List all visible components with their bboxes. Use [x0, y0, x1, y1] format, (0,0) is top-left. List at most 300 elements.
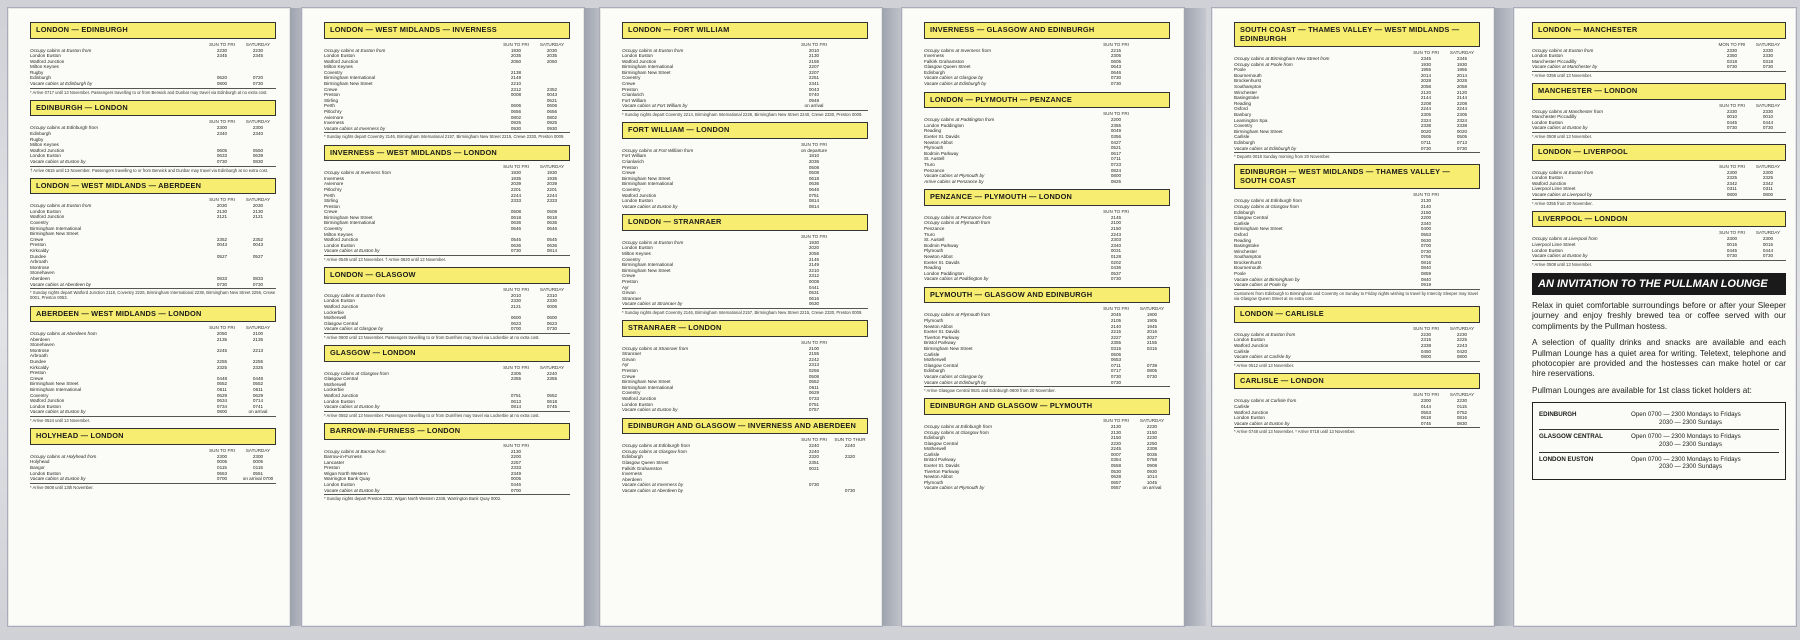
- time-value: 0805: [1146, 368, 1158, 374]
- station-name: Preston: [30, 370, 46, 376]
- station-name: Vacate cabins at Inverness by: [622, 482, 684, 488]
- time-value: 2121: [252, 214, 264, 220]
- column-header: SUN TO FRI: [1413, 392, 1439, 398]
- time-value: 2150: [1146, 429, 1158, 435]
- time-value: 0527: [216, 253, 228, 259]
- time-value: 0800: [1762, 192, 1774, 198]
- station-name: Preston: [622, 368, 638, 374]
- time-value: [796, 488, 832, 494]
- timetable-row: [1532, 192, 1786, 198]
- station-name: Falkirk Grahamston: [924, 58, 965, 64]
- time-value: 2250: [1146, 440, 1158, 446]
- time-value: 2340: [1420, 220, 1432, 226]
- station-name: Liverpool Lime Street: [1532, 241, 1576, 247]
- time-value: 2300: [1420, 398, 1432, 404]
- station-name: Vacate cabins at Euston by: [30, 409, 86, 415]
- time-value: 0436: [1110, 265, 1122, 271]
- time-value: 2330: [546, 298, 558, 304]
- station-name: Montrose: [30, 264, 50, 270]
- leaflet-panel-3: [600, 8, 882, 626]
- timetable-section: [622, 214, 868, 315]
- lounge-hours: [1631, 456, 1779, 471]
- column-header: SUN TO FRI: [1719, 163, 1745, 169]
- time-value: 0700: [510, 326, 522, 332]
- time-value: 2100: [1110, 220, 1122, 226]
- station-name: Reading: [1234, 237, 1252, 243]
- column-header: SUN TO THUR: [834, 437, 866, 443]
- time-value: 0527: [252, 253, 264, 259]
- time-value: 2014: [1420, 72, 1432, 78]
- time-value: 0629: [216, 392, 228, 398]
- time-value: 0908: [1146, 463, 1158, 469]
- time-value: 2300: [252, 453, 264, 459]
- station-name: Stirling: [324, 97, 339, 103]
- station-name: Stranraer: [622, 351, 642, 357]
- station-name: Birmingham New Street: [324, 81, 373, 87]
- station-name: Watford Junction: [30, 58, 65, 64]
- time-value: 2352: [252, 236, 264, 242]
- time-value: 1935: [510, 175, 522, 181]
- footnote: * Arrive 0717 until 13 November. Passengers travelling to or from Berwick and Dunbar may travel via Edinburgh at no extra cost.: [30, 88, 276, 95]
- column-header: SUN TO FRI: [209, 119, 235, 125]
- route-title: LONDON — EDINBURGH: [30, 22, 276, 39]
- station-name: Glasgow Central: [924, 362, 958, 368]
- route-title: LONDON — LIVERPOOL: [1532, 144, 1786, 161]
- time-value: 1955: [1456, 67, 1468, 73]
- station-name: Occupy cabins at Paddington from: [924, 117, 995, 123]
- station-name: Motherwell: [924, 446, 947, 452]
- station-name: Watford Junction: [1234, 409, 1269, 415]
- station-name: Inverness: [324, 120, 344, 126]
- timetable-section: [1234, 373, 1480, 435]
- time-value: 2230: [252, 47, 264, 53]
- station-name: Watford Junction: [622, 192, 657, 198]
- column-headers: [1532, 164, 1786, 169]
- timetable-row: [924, 81, 1170, 87]
- station-name: Carlisle: [924, 351, 940, 357]
- station-name: Occupy cabins at Stranraer from: [622, 345, 689, 351]
- station-name: Coventry: [30, 392, 49, 398]
- station-name: Birmingham New Street: [324, 214, 373, 220]
- leaflet-panel-5: [1212, 8, 1494, 626]
- time-value: 1930: [510, 47, 522, 53]
- station-name: Glasgow Central: [1234, 215, 1268, 221]
- time-value: 0450: [1420, 348, 1432, 354]
- timetable-section: [622, 22, 868, 117]
- time-value: [1134, 380, 1170, 386]
- station-name: Occupy cabins at Aberdeen from: [30, 331, 97, 337]
- time-value: 2333: [510, 465, 522, 471]
- time-value: 0005: [252, 459, 264, 465]
- station-name: Vacate cabins at Manchester by: [1532, 64, 1598, 70]
- station-name: Basingstoke: [1234, 95, 1260, 101]
- station-name: Birmingham New Street: [622, 267, 671, 273]
- column-header: [1134, 209, 1170, 214]
- time-value: 0752: [1456, 409, 1468, 415]
- time-value: 0611: [809, 384, 819, 390]
- station-name: Birmingham International: [324, 75, 376, 81]
- station-name: Birmingham International: [622, 181, 674, 187]
- column-header: [832, 340, 868, 345]
- station-name: Edinburgh: [30, 130, 51, 136]
- column-headers: [30, 119, 276, 124]
- time-value: 0740: [808, 92, 820, 98]
- footnote: Customers from Edinburgh to Birmingham and Coventry on Sunday to Friday nights wishing to travel by Intercity Sleeper may travel via Glasgow Queen Street at no extra cost.: [1234, 289, 1480, 301]
- lounge-hours-sunday: 2030 — 2300 Sundays: [1659, 463, 1722, 471]
- time-value: 0800: [1420, 354, 1432, 360]
- column-headers: [622, 142, 868, 147]
- station-name: Plymouth: [924, 479, 944, 485]
- footnote: * Arrive 0748 until 13 November. * Arrive 0718 until 13 November.: [1234, 427, 1480, 434]
- time-value: 2215: [1110, 47, 1122, 53]
- time-value: 0618: [1420, 415, 1432, 421]
- time-value: 0930: [1146, 468, 1158, 474]
- time-value: 0634: [216, 398, 228, 404]
- station-name: Watford Junction: [30, 147, 65, 153]
- station-name: Occupy cabins at Euston from: [1234, 331, 1296, 337]
- station-name: Aberdeen: [30, 275, 50, 281]
- leaflet-panel-1: [8, 8, 290, 626]
- time-value: 2352: [216, 236, 228, 242]
- time-value: 2240: [808, 443, 820, 449]
- time-value: 2355: [1110, 340, 1122, 346]
- station-name: Newton Abbot: [924, 139, 953, 145]
- time-value: 2201: [546, 186, 558, 192]
- time-value: 0824: [1110, 167, 1122, 173]
- station-name: Watford Junction: [324, 58, 359, 64]
- station-name: Exeter St. Davids: [924, 329, 960, 335]
- column-header: SUN TO FRI: [1413, 192, 1439, 198]
- time-value: on arrival: [248, 409, 268, 415]
- route-title: LIVERPOOL — LONDON: [1532, 211, 1786, 228]
- time-value: 2341: [808, 81, 820, 87]
- time-value: 2338: [1420, 342, 1432, 348]
- footnote: * Arrive Glasgow Central 0631 and Edinburgh 0800 from 20 November.: [924, 386, 1170, 393]
- time-value: 0618: [808, 175, 820, 181]
- footnote: * Arrive 0524 until 13 November.: [30, 416, 276, 423]
- time-value: 2305: [1110, 53, 1122, 59]
- time-value: 0005: [510, 476, 522, 482]
- time-value: 2245: [216, 347, 228, 353]
- station-name: Vacate cabins at Plymouth by: [924, 485, 985, 491]
- timetable-row: [30, 282, 276, 288]
- time-value: 2120: [1456, 89, 1468, 95]
- timetable-section: [1532, 144, 1786, 206]
- column-header: SATURDAY: [245, 197, 271, 203]
- column-headers: [622, 437, 868, 442]
- route-title: FORT WILLIAM — LONDON: [622, 122, 868, 139]
- time-value: 2220: [1110, 440, 1122, 446]
- time-value: 2240: [844, 443, 856, 449]
- timetable-section: [622, 418, 868, 494]
- time-value: 2207: [808, 64, 820, 70]
- time-value: 0552: [808, 379, 820, 385]
- time-value: 0730: [1110, 379, 1122, 385]
- time-value: [832, 407, 868, 413]
- time-value: 2200: [510, 454, 522, 460]
- time-value: 0700: [216, 476, 228, 482]
- time-value: 0508: [808, 170, 820, 176]
- station-name: London Euston: [622, 401, 653, 407]
- time-value: 0552: [252, 381, 264, 387]
- station-name: Preston: [30, 242, 46, 248]
- station-name: Birmingham New Street: [30, 381, 79, 387]
- time-value: 0816: [1420, 259, 1432, 265]
- time-value: 0553: [1420, 231, 1432, 237]
- timetable-section: [1532, 211, 1786, 267]
- station-name: Birmingham International: [622, 384, 674, 390]
- time-value: 0318: [1762, 58, 1774, 64]
- station-name: Occupy cabins at Euston from: [30, 47, 92, 53]
- time-value: 2149: [808, 262, 820, 268]
- column-header: SATURDAY: [245, 325, 271, 331]
- route-title: INVERNESS — WEST MIDLANDS — LONDON: [324, 145, 570, 162]
- column-header: SATURDAY: [1755, 163, 1781, 169]
- time-value: 0730: [1762, 64, 1774, 70]
- time-value: 0711: [1421, 139, 1431, 145]
- station-name: Edinburgh: [30, 75, 51, 81]
- time-value: 2105: [1110, 318, 1122, 324]
- timetable-row: [1234, 146, 1480, 152]
- time-value: 0545: [546, 237, 558, 243]
- lounge-paragraph: Relax in quiet comfortable surroundings before or after your Sleeper journey and enjoy freshly brewed tea or coffee served with our compliments by the Pullman hostess.: [1532, 300, 1786, 331]
- time-value: 0506: [1110, 351, 1122, 357]
- column-headers: [324, 443, 570, 448]
- column-headers: [622, 340, 868, 345]
- timetable-row: [324, 126, 570, 132]
- station-name: London Euston: [30, 53, 61, 59]
- station-name: Coventry: [622, 186, 641, 192]
- column-header: SUN TO FRI: [209, 41, 235, 47]
- station-name: Occupy cabins at Fort William from: [622, 147, 694, 153]
- column-header: SUN TO FRI: [1103, 306, 1129, 312]
- station-name: Barrow-in-Furness: [324, 454, 362, 460]
- station-name: Occupy cabins at Euston from: [324, 47, 386, 53]
- time-value: 0633: [216, 153, 228, 159]
- station-name: Occupy cabins at Plymouth from: [924, 220, 991, 226]
- time-value: 0653: [1110, 357, 1122, 363]
- station-name: London Euston: [324, 298, 355, 304]
- column-headers: [30, 42, 276, 47]
- column-header: SATURDAY: [1755, 230, 1781, 236]
- timetable-section: [324, 145, 570, 263]
- station-name: Occupy cabins at Penzance from: [924, 214, 992, 220]
- timetable-section: [30, 306, 276, 424]
- time-value: 0445: [1726, 119, 1738, 125]
- station-name: Kirkcaldy: [30, 248, 49, 254]
- route-title: HOLYHEAD — LONDON: [30, 428, 276, 445]
- column-headers: [622, 42, 868, 47]
- column-header: SATURDAY: [1139, 306, 1165, 312]
- timetable-row: [1532, 125, 1786, 131]
- station-name: Glasgow Central: [924, 440, 958, 446]
- timetable-section: [924, 287, 1170, 393]
- time-value: 0730: [1726, 125, 1738, 131]
- station-name: London Euston: [30, 470, 61, 476]
- time-value: 2251: [808, 75, 820, 81]
- time-value: 2058: [1456, 84, 1468, 89]
- time-value: 0551: [252, 470, 264, 476]
- station-name: Occupy cabins at Edinburgh from: [924, 423, 992, 429]
- station-name: Arbroath: [30, 259, 48, 265]
- time-value: 0733: [808, 396, 820, 401]
- station-name: Coventry: [622, 390, 641, 396]
- station-name: London Euston: [622, 198, 653, 204]
- timetable-section: [30, 22, 276, 95]
- time-value: 2244: [546, 192, 558, 198]
- timetable-section: [30, 178, 276, 301]
- station-name: Vacate cabins at Euston by: [30, 476, 86, 482]
- footnote: * Departs 0018 Sunday morning from 20 November.: [1234, 152, 1480, 159]
- time-value: 1900: [1146, 312, 1158, 318]
- time-value: 1014: [1146, 474, 1158, 480]
- footnote: * Sunday nights depart Coventry 2146, Birmingham International 2157, Birmingham New Street 2215, Crewe 2330, Preston 0009.: [324, 132, 570, 139]
- panel-fold: [1184, 8, 1206, 626]
- station-name: Vacate cabins at Euston by: [1532, 253, 1588, 259]
- time-value: 2045: [1110, 312, 1122, 318]
- station-name: Milton Keynes: [324, 64, 353, 70]
- time-value: 0714: [252, 398, 264, 404]
- station-name: Coventry: [30, 220, 49, 226]
- station-name: Vacate cabins at Paddington by: [924, 276, 989, 282]
- time-value: 0711: [1111, 362, 1121, 368]
- time-value: 2330: [1762, 108, 1774, 114]
- time-value: 2155: [1146, 340, 1158, 346]
- time-value: 2324: [1456, 117, 1468, 123]
- time-value: 2213: [252, 347, 264, 353]
- time-value: 0700: [510, 487, 522, 493]
- station-name: Pitlochry: [324, 186, 342, 192]
- time-value: 2155: [808, 351, 820, 357]
- time-value: 0636: [546, 242, 558, 248]
- station-name: Carlisle: [924, 451, 940, 457]
- time-value: 2130: [808, 53, 820, 59]
- time-value: 0730: [1110, 374, 1122, 379]
- timetable-row: [1234, 354, 1480, 360]
- time-value: 2300: [1762, 236, 1774, 242]
- time-value: 2305: [1420, 111, 1432, 117]
- timetable-section: [1234, 22, 1480, 159]
- time-value: 0720: [252, 75, 264, 81]
- station-name: Vacate cabins at Euston by: [324, 487, 380, 493]
- time-value: 2300: [1726, 169, 1738, 175]
- station-name: Truro: [924, 231, 935, 237]
- timetable-section: [324, 423, 570, 501]
- route-title: EDINBURGH — LONDON: [30, 100, 276, 117]
- station-name: Aberdeen: [30, 336, 50, 342]
- time-value: 2312: [808, 273, 820, 279]
- footnote: † Arrive 0615 until 13 November. Passengers travelling to or from Berwick and Dunbar may travel via Edinburgh at no extra cost.: [30, 166, 276, 173]
- time-value: 2230: [1146, 435, 1158, 441]
- time-value: 0833: [252, 275, 264, 281]
- station-name: Girvan: [622, 356, 636, 362]
- time-value: 0545: [510, 237, 522, 243]
- time-value: 0830: [252, 158, 264, 164]
- time-value: 0723: [1110, 161, 1122, 167]
- column-header: SUN TO FRI: [801, 233, 827, 239]
- time-value: 0035: [1146, 451, 1158, 457]
- footnote: * Sunday nights depart Preston 2332, Wigan North Western 2348, Warrington Bank Quay 0002.: [324, 494, 570, 501]
- time-value: 0816: [1456, 415, 1468, 421]
- time-value: 2130: [510, 448, 522, 454]
- time-value: 0508: [808, 164, 820, 170]
- station-name: Vacate cabins at Edinburgh by: [1234, 145, 1297, 151]
- column-header: SUN TO FRI: [801, 41, 827, 47]
- time-value: 2146: [808, 256, 820, 262]
- column-headers: [1234, 192, 1480, 197]
- column-header: SUN TO FRI: [503, 286, 529, 292]
- station-name: Crewe: [30, 236, 44, 242]
- station-name: Carlisle: [1234, 348, 1250, 354]
- time-value: 2240: [546, 370, 558, 376]
- station-name: Occupy cabins at Edinburgh from: [30, 125, 98, 131]
- lounge-station: LONDON EUSTON: [1539, 455, 1594, 463]
- time-value: 2312: [510, 86, 522, 92]
- time-value: 0628: [1110, 474, 1122, 480]
- time-value: 2225: [1456, 337, 1468, 343]
- column-headers: [30, 448, 276, 453]
- time-value: 2230: [1456, 331, 1468, 337]
- time-value: 2320: [844, 454, 856, 460]
- station-name: Inverness: [324, 175, 344, 181]
- station-name: Stonehaven: [30, 270, 55, 276]
- time-value: 2330: [1762, 53, 1774, 59]
- route-title: CARLISLE — LONDON: [1234, 373, 1480, 390]
- time-value: 0010: [1762, 114, 1774, 120]
- time-value: 2100: [252, 331, 264, 337]
- time-value: 0010: [1726, 114, 1738, 120]
- time-value: 0802: [510, 114, 522, 120]
- station-name: Crewe: [622, 273, 636, 279]
- time-value: 2330: [1726, 108, 1738, 114]
- time-value: 0730: [216, 281, 228, 287]
- time-value: 2138: [510, 69, 522, 75]
- station-name: London Euston: [324, 482, 355, 488]
- time-value: 0859: [1420, 271, 1432, 277]
- time-value: 0311: [1763, 186, 1773, 192]
- timetable-row: [324, 326, 570, 332]
- route-title: MANCHESTER — LONDON: [1532, 83, 1786, 100]
- time-value: 0814: [808, 203, 820, 209]
- time-value: 0948: [808, 97, 820, 103]
- station-name: Tiverton Parkway: [924, 468, 960, 474]
- column-header: SATURDAY: [245, 119, 271, 125]
- leaflet-panel-2: [302, 8, 584, 626]
- time-value: 0730: [1110, 81, 1122, 87]
- time-value: 0115: [253, 464, 263, 470]
- time-value: 0049: [1110, 128, 1122, 134]
- station-name: Vacate cabins at Euston by: [30, 158, 86, 164]
- time-value: 0020: [1420, 128, 1432, 134]
- time-value: 0256: [808, 368, 820, 374]
- station-name: Watford Junction: [30, 214, 65, 220]
- time-value: 0606: [546, 103, 558, 109]
- time-value: 2340: [216, 130, 228, 136]
- station-name: Birmingham International: [622, 64, 674, 70]
- column-headers: [924, 209, 1170, 214]
- station-name: London Euston: [1532, 175, 1563, 181]
- pullman-lounge-title: AN INVITATION TO THE PULLMAN LOUNGE: [1532, 273, 1786, 295]
- station-name: Kirkcaldy: [30, 364, 49, 370]
- time-value: 0757: [808, 407, 820, 413]
- station-name: Dundee: [30, 359, 47, 365]
- time-value: 0021: [808, 465, 820, 471]
- time-value: 2035: [546, 53, 558, 59]
- station-name: Vacate cabins at Euston by: [324, 404, 380, 410]
- footnote: * Arrive 0608 until 13th November.: [30, 483, 276, 490]
- station-name: Birmingham International: [30, 225, 82, 231]
- station-name: St. Austell: [924, 237, 945, 243]
